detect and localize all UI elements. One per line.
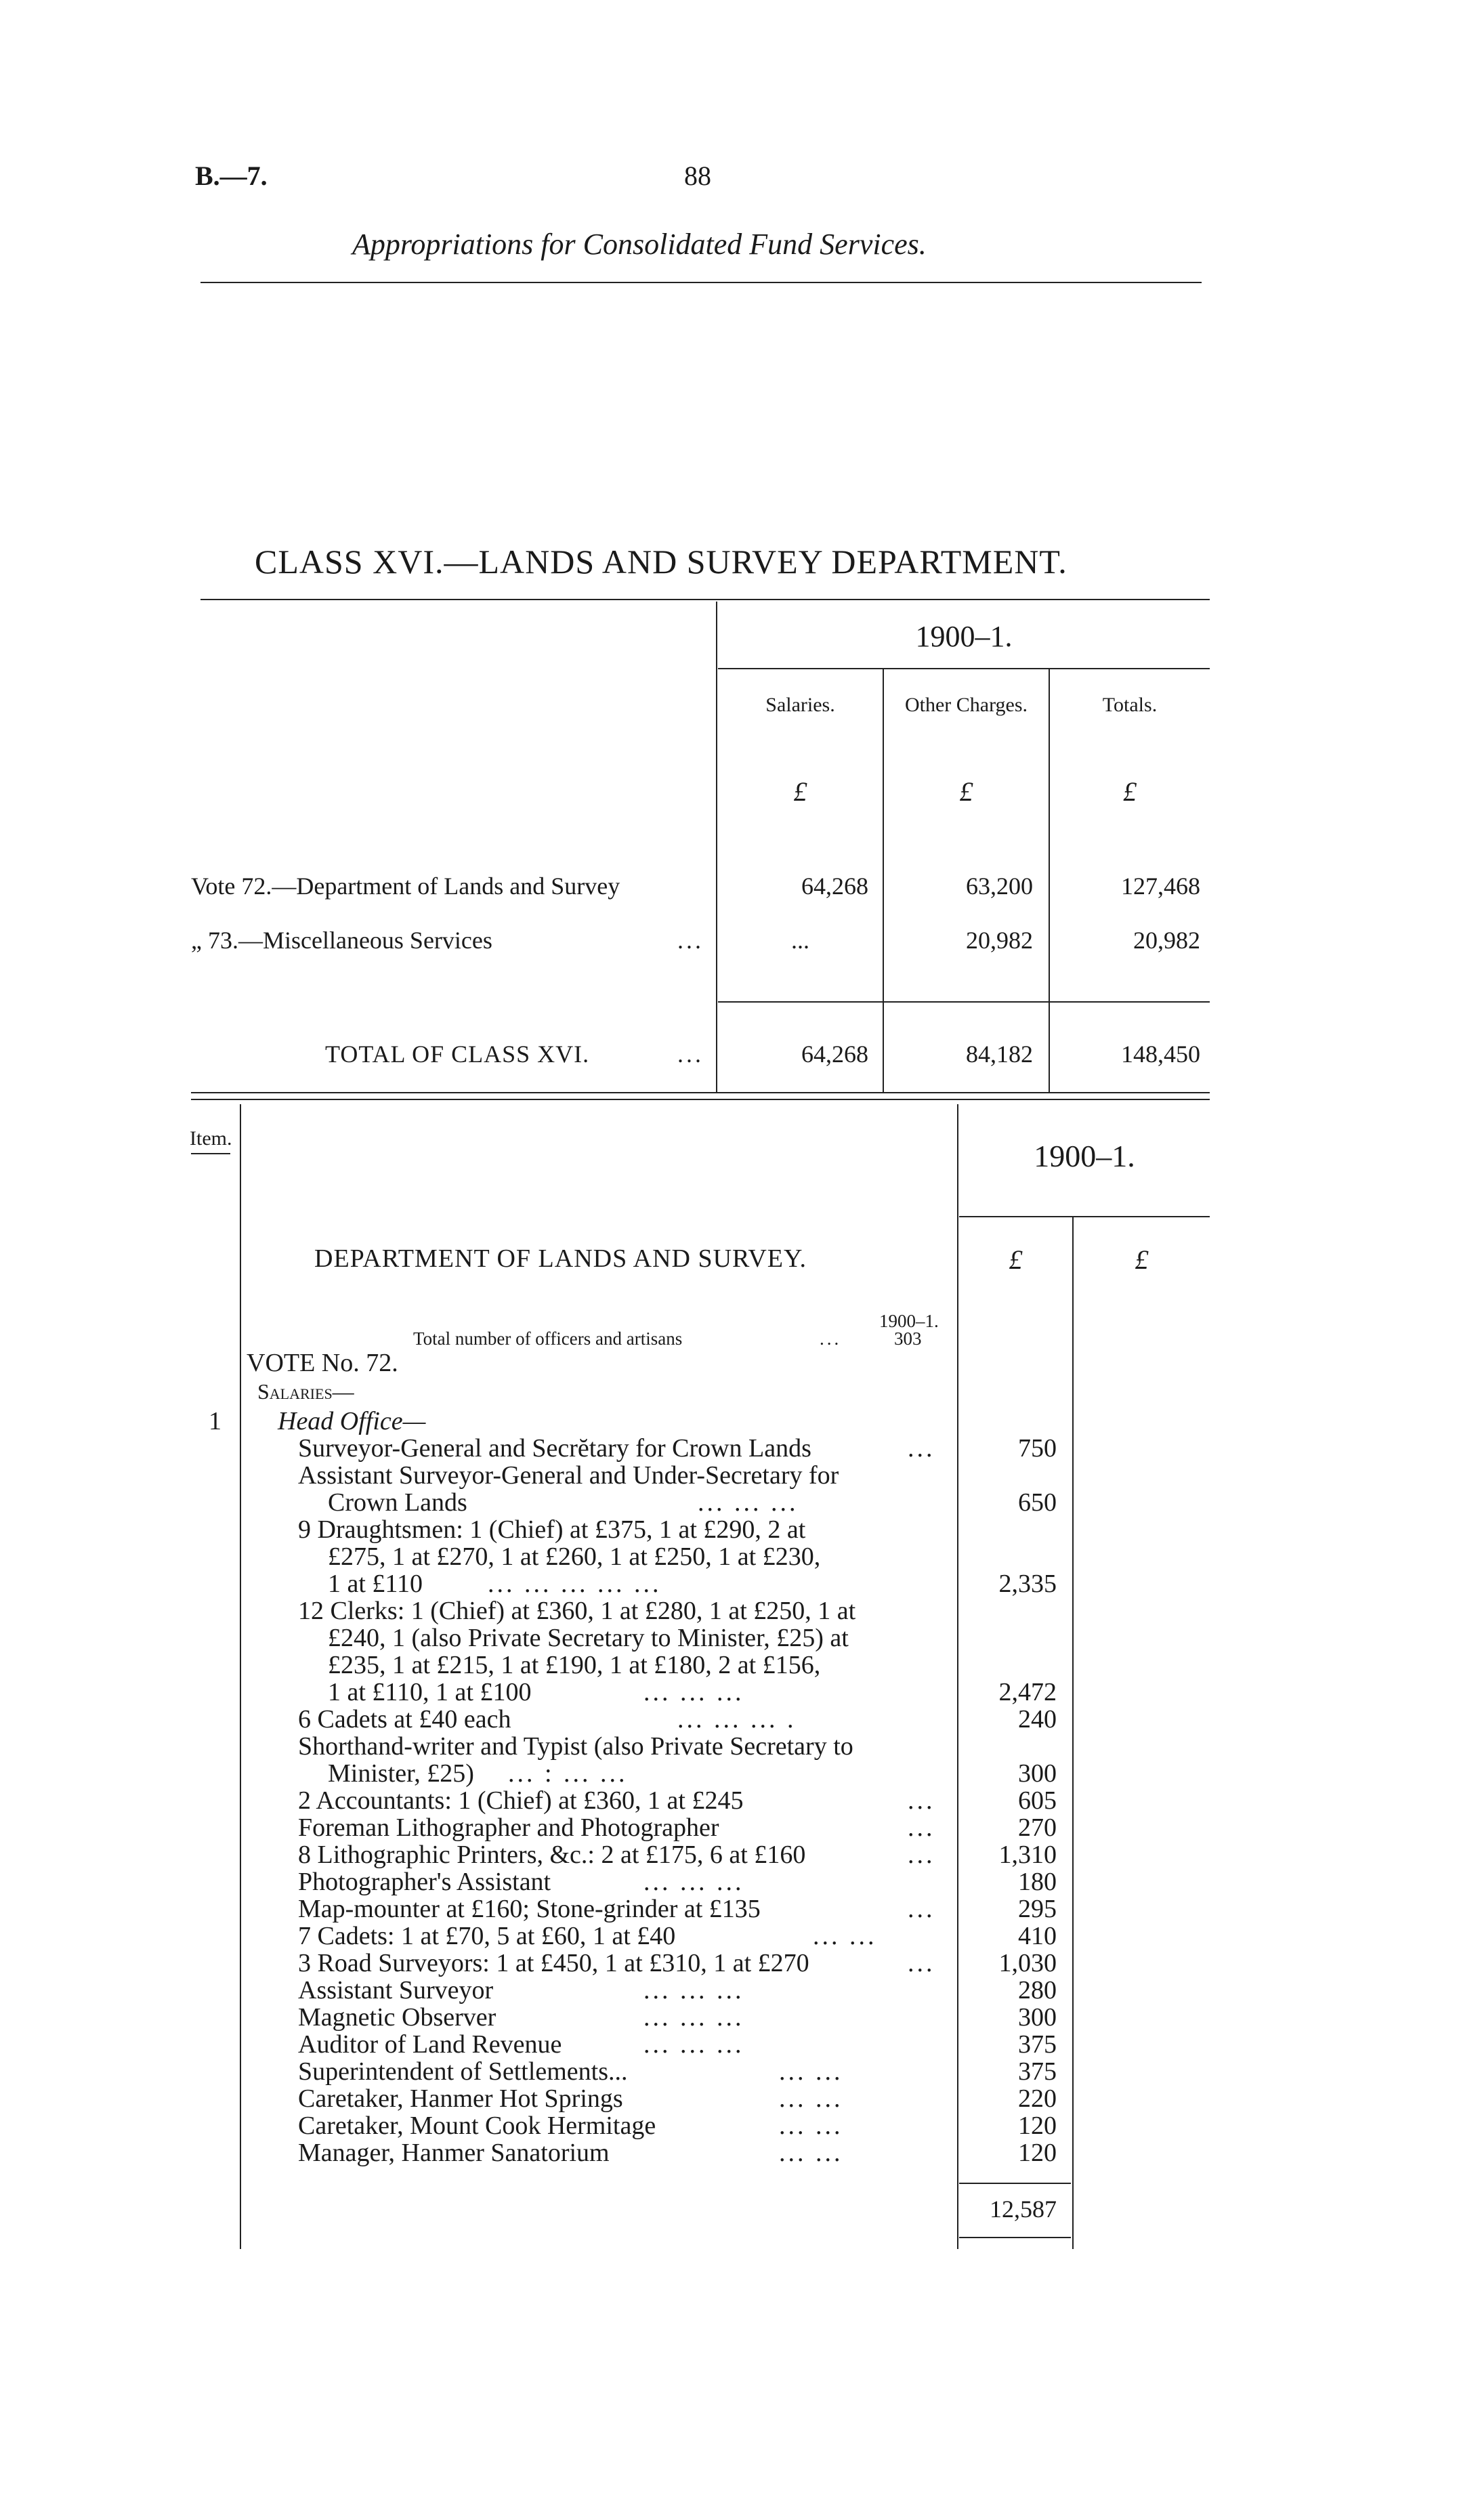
item-column-header: Item. <box>190 1127 232 1150</box>
entry-line: £235, 1 at £215, 1 at £190, 1 at £180, 2 at £156, <box>328 1651 821 1679</box>
detail-year: 1900–1. <box>1034 1139 1135 1173</box>
entry-amount: 120 <box>1018 2112 1057 2140</box>
entry-line: Foreman Lithographer and Photographer <box>298 1813 719 1842</box>
leader-dots: ... ... ... <box>643 1976 744 2004</box>
leader-dots: ... ... ... <box>643 1868 744 1896</box>
entry-line: Surveyor-General and Secrĕtary for Crown Lands <box>298 1434 811 1463</box>
entry-amount: 375 <box>1018 2057 1057 2086</box>
summary-row-salaries: 64,268 <box>801 873 868 900</box>
subtotal-amount: 12,587 <box>990 2196 1057 2223</box>
summary-bottom-rule <box>191 1092 1210 1093</box>
leader-dots: ... ... ... <box>643 2030 744 2059</box>
entry-line: Caretaker, Mount Cook Hermitage <box>298 2112 656 2140</box>
entry-line: 1 at £110 <box>328 1570 423 1598</box>
vote-heading: VOTE No. 72. <box>247 1349 398 1377</box>
entry-amount: 280 <box>1018 1976 1057 2004</box>
officers-year: 1900–1. <box>879 1311 939 1331</box>
entry-amount: 1,030 <box>998 1949 1057 1977</box>
leader-dots: ... ... ... . <box>677 1705 797 1734</box>
item-header-rule <box>191 1153 230 1154</box>
summary-divider <box>716 602 717 1092</box>
summary-row-label: Vote 72.—Department of Lands and Survey <box>191 873 620 900</box>
entry-line: 7 Cadets: 1 at £70, 5 at £60, 1 at £40 <box>298 1922 676 1950</box>
currency-totals: £ <box>1123 776 1137 807</box>
entry-amount: 375 <box>1018 2030 1057 2059</box>
col-header-totals: Totals. <box>1102 694 1158 716</box>
entry-amount: 220 <box>1018 2084 1057 2113</box>
summary-row-totals: 127,468 <box>1121 873 1200 900</box>
col-header-other: Other Charges. <box>904 694 1028 716</box>
entry-amount: 2,335 <box>998 1570 1057 1598</box>
entry-line: Manager, Hanmer Sanatorium <box>298 2139 610 2167</box>
leader-dots: ... <box>820 1328 842 1349</box>
total-label: TOTAL OF CLASS XVI. <box>325 1041 590 1068</box>
entry-line: Caretaker, Hanmer Hot Springs <box>298 2084 623 2113</box>
entry-line: Minister, £25) <box>328 1759 474 1788</box>
leader-dots: ... <box>908 1786 935 1815</box>
total-totals: 148,450 <box>1121 1041 1200 1068</box>
leader-dots: ... <box>677 927 704 954</box>
summary-row-totals: 20,982 <box>1133 927 1200 954</box>
leader-dots: ... <box>908 1434 935 1463</box>
year-rule <box>718 668 1210 669</box>
entry-amount: 650 <box>1018 1488 1057 1517</box>
entry-line: Assistant Surveyor-General and Under-Secretary for <box>298 1461 839 1490</box>
class-heading: CLASS XVI.—LANDS AND SURVEY DEPARTMENT. <box>255 543 1067 581</box>
summary-row-other: 20,982 <box>966 927 1033 954</box>
leader-dots: ... <box>908 1949 935 1977</box>
currency-left: £ <box>1009 1244 1023 1275</box>
entry-line: 8 Lithographic Printers, &c.: 2 at £175, 6 at £160 <box>298 1841 806 1869</box>
currency-right: £ <box>1135 1244 1149 1275</box>
leader-dots: ... : ... ... <box>508 1759 628 1788</box>
sub-column-divider <box>1072 1217 1074 2249</box>
entry-amount: 2,472 <box>998 1678 1057 1706</box>
entry-line: Magnetic Observer <box>298 2003 496 2032</box>
salaries-heading: Salaries— <box>257 1379 354 1404</box>
summary-row-label: „ 73.—Miscellaneous Services <box>191 927 492 954</box>
entry-amount: 240 <box>1018 1705 1057 1734</box>
officers-count: 303 <box>894 1328 922 1349</box>
entry-amount: 180 <box>1018 1868 1057 1896</box>
title-rule <box>200 282 1202 283</box>
page-title: Appropriations for Consolidated Fund Services. <box>352 228 927 261</box>
summary-row-salaries: ... <box>791 927 809 954</box>
entry-line: Auditor of Land Revenue <box>298 2030 562 2059</box>
entry-amount: 605 <box>1018 1786 1057 1815</box>
summary-bottom-rule-2 <box>191 1099 1210 1100</box>
leader-dots: ... ... <box>779 2112 843 2140</box>
leader-dots: ... ... <box>813 1922 877 1950</box>
currency-salaries: £ <box>793 776 807 807</box>
subtotal-bottom-rule <box>959 2237 1071 2238</box>
entry-line: £275, 1 at £270, 1 at £260, 1 at £250, 1 at £230, <box>328 1542 821 1571</box>
entry-line: 9 Draughtsmen: 1 (Chief) at £375, 1 at £290, 2 at <box>298 1515 806 1544</box>
leader-dots: ... ... <box>779 2084 843 2113</box>
entry-amount: 300 <box>1018 2003 1057 2032</box>
summary-year: 1900–1. <box>915 620 1013 653</box>
item-number: 1 <box>209 1407 221 1435</box>
entry-line: 1 at £110, 1 at £100 <box>328 1678 532 1706</box>
entry-amount: 295 <box>1018 1895 1057 1923</box>
entry-line: 6 Cadets at £40 each <box>298 1705 511 1734</box>
total-other: 84,182 <box>966 1041 1033 1068</box>
leader-dots: ... <box>908 1841 935 1869</box>
leader-dots: ... ... ... ... ... <box>488 1570 662 1598</box>
entry-amount: 410 <box>1018 1922 1057 1950</box>
entry-line: Assistant Surveyor <box>298 1976 494 2004</box>
department-heading: DEPARTMENT OF LANDS AND SURVEY. <box>314 1244 807 1273</box>
subtotal-rule <box>959 2183 1071 2184</box>
entry-line: £240, 1 (also Private Secretary to Minister, £25) at <box>328 1624 849 1652</box>
entry-line: 3 Road Surveyors: 1 at £450, 1 at £310, 1 at £270 <box>298 1949 809 1977</box>
summary-top-rule <box>200 599 1210 600</box>
entry-amount: 270 <box>1018 1813 1057 1842</box>
entry-amount: 300 <box>1018 1759 1057 1788</box>
amount-column-divider <box>957 1104 958 2249</box>
detail-year-rule <box>959 1216 1210 1217</box>
leader-dots: ... ... <box>779 2057 843 2086</box>
entry-amount: 750 <box>1018 1434 1057 1463</box>
summary-row-other: 63,200 <box>966 873 1033 900</box>
subheading: Head Office— <box>278 1407 426 1435</box>
leader-dots: ... ... ... <box>643 2003 744 2032</box>
entry-line: Map-mounter at £160; Stone-grinder at £135 <box>298 1895 761 1923</box>
entry-amount: 1,310 <box>998 1841 1057 1869</box>
entry-line: Shorthand-writer and Typist (also Private Secretary to <box>298 1732 853 1761</box>
item-column-divider <box>240 1104 241 2249</box>
entry-line: Crown Lands <box>328 1488 467 1517</box>
leader-dots: ... ... ... <box>698 1488 799 1517</box>
entry-amount: 120 <box>1018 2139 1057 2167</box>
leader-dots: ... ... ... <box>643 1678 744 1706</box>
leader-dots: ... ... <box>779 2139 843 2167</box>
entry-line: 2 Accountants: 1 (Chief) at £360, 1 at £245 <box>298 1786 744 1815</box>
currency-other: £ <box>959 776 973 807</box>
officers-label: Total number of officers and artisans <box>413 1328 683 1349</box>
col-header-salaries: Salaries. <box>765 694 835 716</box>
leader-dots: ... <box>908 1895 935 1923</box>
leader-dots: ... <box>677 1041 704 1068</box>
total-salaries: 64,268 <box>801 1041 868 1068</box>
document-reference: B.—7. <box>195 161 268 191</box>
entry-line: 12 Clerks: 1 (Chief) at £360, 1 at £280, 1 at £250, 1 at <box>298 1597 856 1625</box>
leader-dots: ... <box>908 1813 935 1842</box>
page-number: 88 <box>684 161 711 191</box>
entry-line: Superintendent of Settlements... <box>298 2057 628 2086</box>
total-rule <box>718 1001 1210 1003</box>
entry-line: Photographer's Assistant <box>298 1868 551 1896</box>
